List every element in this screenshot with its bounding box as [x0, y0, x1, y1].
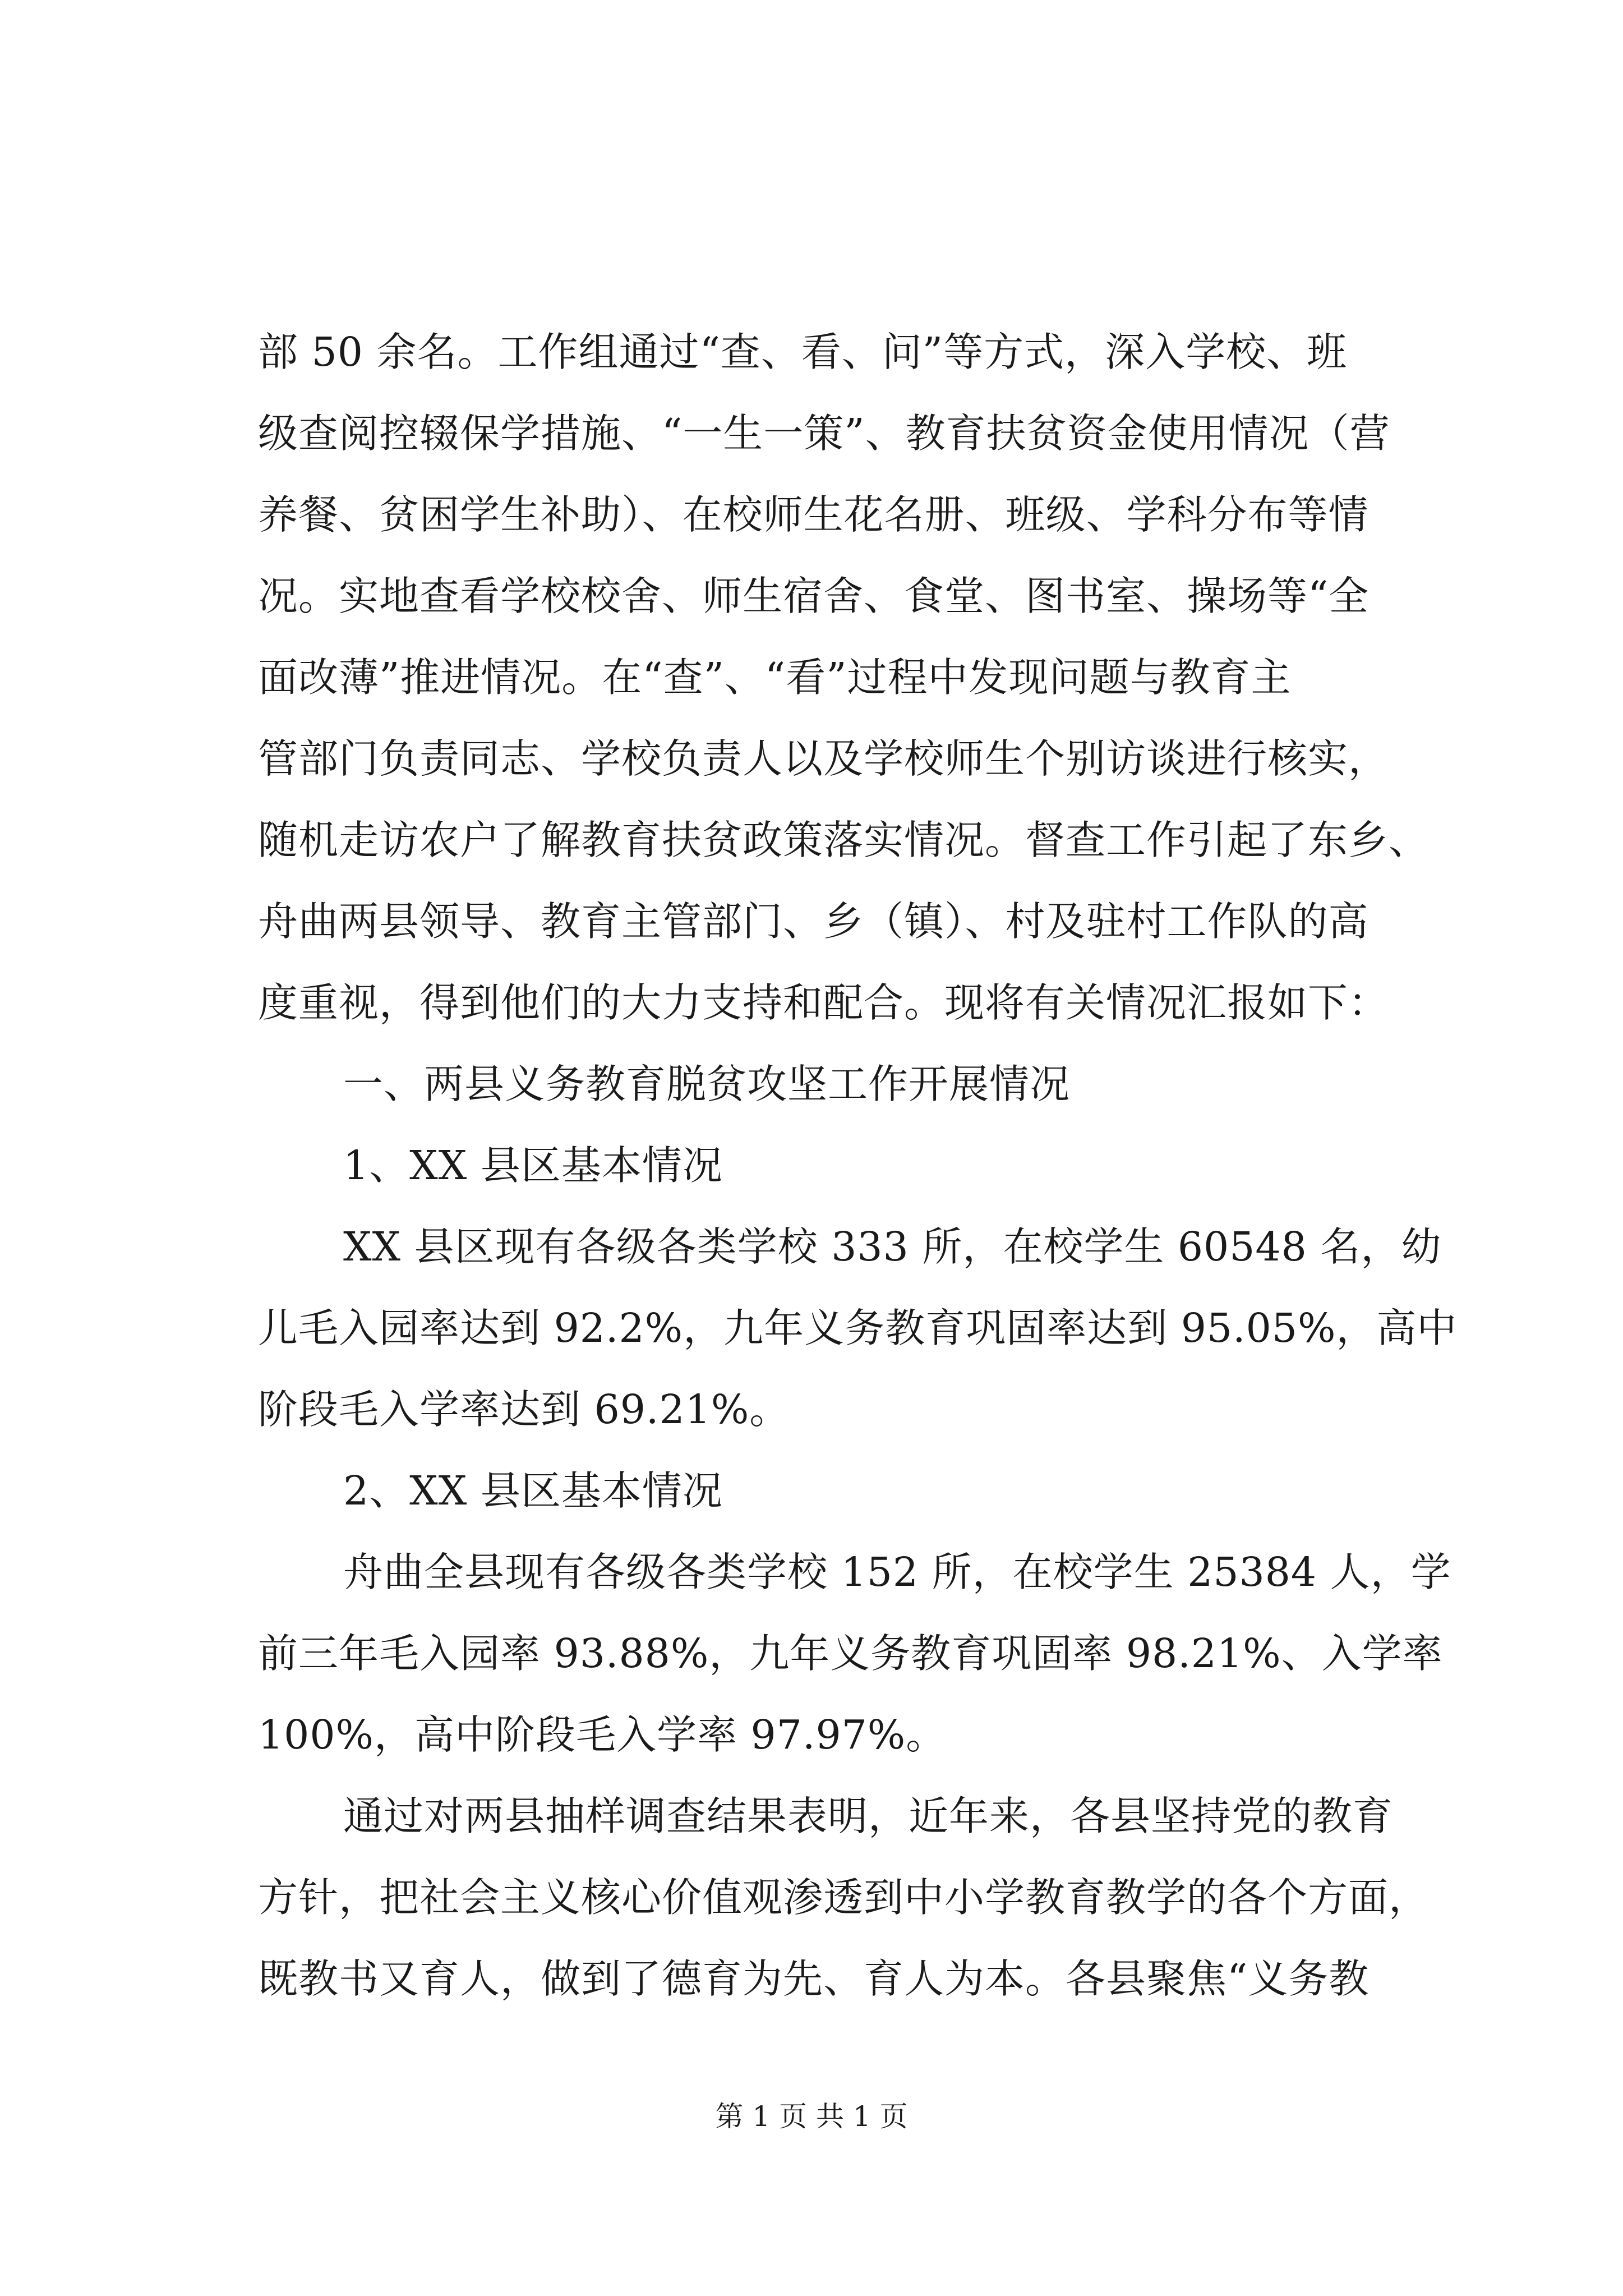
text-line: 部 50 余名。工作组通过“查、看、问”等方式，深入学校、班 [258, 329, 1348, 375]
text-line: 100%，高中阶段毛入学率 97.97%。 [258, 1711, 947, 1758]
text-line: 管部门负责同志、学校负责人以及学校师生个别访谈进行核实， [258, 735, 1389, 782]
text-line: 况。实地查看学校校舍、师生宿舍、食堂、图书室、操场等“全 [258, 573, 1370, 619]
document-body [258, 311, 1458, 2019]
page-number-footer: 第 1 页 共 1 页 [715, 2100, 908, 2133]
text-line: 面改薄”推进情况。在“查”、“看”过程中发现问题与教育主 [258, 654, 1292, 701]
text-line: 方针，把社会主义核心价值观渗透到中小学教育教学的各个方面， [258, 1874, 1430, 1921]
text-line: 既教书又育人，做到了德育为先、育人为本。各县聚焦“义务教 [258, 1955, 1370, 2002]
text-line: XX 县区现有各级各类学校 333 所，在校学生 60548 名，幼 [343, 1223, 1442, 1270]
section-heading: 一、两县义务教育脱贫攻坚工作开展情况 [343, 1061, 1071, 1107]
text-line: 儿毛入园率达到 92.2%，九年义务教育巩固率达到 95.05%，高中 [258, 1305, 1458, 1351]
text-line: 舟曲全县现有各级各类学校 152 所，在校学生 25384 人，学 [343, 1549, 1451, 1595]
text-line: 舟曲两县领导、教育主管部门、乡（镇）、村及驻村工作队的高 [258, 898, 1369, 945]
text-line: 通过对两县抽样调查结果表明，近年来，各县坚持党的教育 [343, 1793, 1394, 1839]
subsection-heading: 2、XX 县区基本情况 [343, 1467, 723, 1514]
text-line: 养餐、贫困学生补助）、在校师生花名册、班级、学科分布等情 [258, 491, 1369, 538]
text-line: 级查阅控辍保学措施、“一生一策”、教育扶贫资金使用情况（营 [258, 410, 1390, 457]
subsection-heading: 1、XX 县区基本情况 [343, 1142, 723, 1189]
text-line: 阶段毛入学率达到 69.21%。 [258, 1386, 790, 1433]
text-line: 随机走访农户了解教育扶贫政策落实情况。督查工作引起了东乡、 [258, 817, 1430, 863]
text-line: 前三年毛入园率 93.88%，九年义务教育巩固率 98.21%、入学率 [258, 1630, 1443, 1677]
text-line: 度重视，得到他们的大力支持和配合。现将有关情况汇报如下： [258, 979, 1389, 1026]
